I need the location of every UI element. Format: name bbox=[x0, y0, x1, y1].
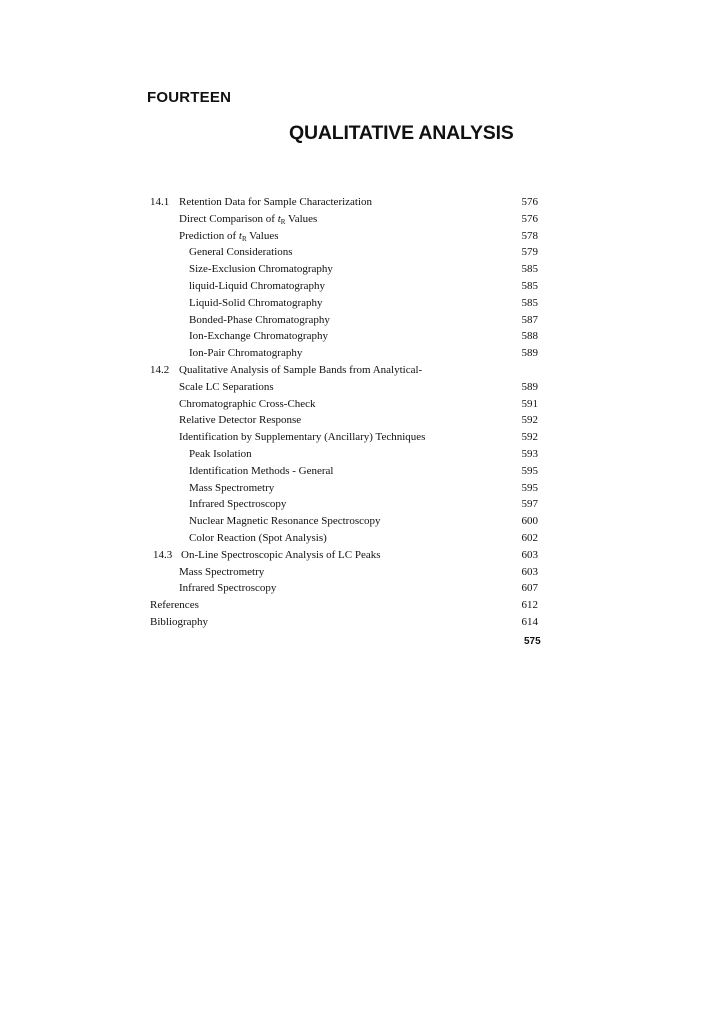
toc-entry bbox=[150, 312, 540, 329]
toc-entry bbox=[150, 244, 540, 261]
entry-page: 585 bbox=[521, 279, 538, 292]
entry-page: 579 bbox=[521, 246, 538, 259]
retention-time-symbol: $t_R$ bbox=[277, 212, 286, 226]
entry-label: Relative Detector Response bbox=[179, 414, 302, 427]
chapter-label: FOURTEEN bbox=[147, 89, 232, 106]
entry-page: 595 bbox=[521, 464, 538, 477]
entry-page: 592 bbox=[521, 431, 538, 444]
entry-page: 578 bbox=[521, 229, 538, 242]
entry-label: Nuclear Magnetic Resonance Spectroscopy bbox=[189, 515, 381, 528]
retention-time-symbol: $t_R$ bbox=[238, 229, 247, 243]
table-of-contents bbox=[150, 194, 540, 631]
toc-entry bbox=[150, 396, 540, 413]
entry-label: Mass Spectrometry bbox=[189, 481, 275, 494]
toc-entry bbox=[150, 295, 540, 312]
entry-page: 576 bbox=[521, 196, 538, 208]
entry-label: Qualitative Analysis of Sample Bands from Analytical- bbox=[179, 363, 423, 376]
toc-entry bbox=[150, 278, 540, 295]
entry-label: On-Line Spectroscopic Analysis of LC Peaks bbox=[181, 548, 381, 561]
entry-label: Bibliography bbox=[150, 615, 209, 628]
chapter-title: QUALITATIVE ANALYSIS bbox=[289, 122, 514, 144]
toc-entry bbox=[150, 530, 540, 547]
entry-page: 588 bbox=[521, 330, 538, 343]
entry-label: Chromatographic Cross-Check bbox=[179, 397, 316, 410]
section-number: 14.3 bbox=[153, 548, 173, 561]
toc-entry bbox=[150, 580, 540, 597]
entry-label: Infrared Spectroscopy bbox=[179, 582, 277, 595]
entry-label: Retention Data for Sample Characterization bbox=[179, 196, 373, 208]
toc-entry bbox=[150, 261, 540, 278]
toc-entry bbox=[150, 597, 540, 614]
toc-entry bbox=[150, 228, 540, 245]
entry-label: Peak Isolation bbox=[189, 447, 252, 460]
toc-entry bbox=[150, 614, 540, 631]
entry-label: References bbox=[150, 599, 199, 612]
entry-label: Identification Methods - General bbox=[189, 464, 334, 477]
entry-page: 603 bbox=[521, 548, 538, 561]
entry-page: 591 bbox=[521, 397, 538, 410]
entry-label: Scale LC Separations bbox=[179, 380, 274, 393]
toc-entry bbox=[150, 429, 540, 446]
entry-page: 614 bbox=[521, 615, 538, 628]
entry-page: 595 bbox=[521, 481, 538, 494]
toc-entry bbox=[150, 446, 540, 463]
toc-entry bbox=[150, 345, 540, 362]
toc-entry bbox=[150, 194, 540, 211]
entry-page: 589 bbox=[521, 347, 538, 360]
toc-entry bbox=[150, 211, 540, 228]
toc-entry bbox=[150, 463, 540, 480]
entry-label: Mass Spectrometry bbox=[179, 565, 265, 578]
entry-page: 602 bbox=[521, 531, 538, 544]
entry-page: 585 bbox=[521, 296, 538, 309]
entry-page: 597 bbox=[521, 498, 538, 511]
entry-page: 607 bbox=[521, 582, 538, 595]
entry-page: 587 bbox=[521, 313, 538, 326]
toc-entry bbox=[150, 547, 540, 564]
entry-label: Size-Exclusion Chromatography bbox=[189, 263, 333, 276]
toc-entry bbox=[150, 496, 540, 513]
entry-page: 612 bbox=[521, 599, 538, 612]
entry-label: Ion-Pair Chromatography bbox=[189, 347, 303, 360]
entry-label: liquid-Liquid Chromatography bbox=[189, 279, 325, 292]
toc-entry bbox=[150, 412, 540, 429]
entry-page: 593 bbox=[521, 447, 538, 460]
entry-label: Ion-Exchange Chromatography bbox=[189, 330, 328, 343]
entry-page: 592 bbox=[521, 414, 538, 427]
entry-page: 600 bbox=[521, 515, 538, 528]
entry-label: Prediction of $t_R$ Values bbox=[179, 229, 279, 243]
toc-entry bbox=[150, 564, 540, 581]
toc-entry bbox=[150, 362, 540, 379]
entry-label: Bonded-Phase Chromatography bbox=[189, 313, 330, 326]
toc-entry bbox=[150, 513, 540, 530]
entry-page: 585 bbox=[521, 263, 538, 276]
entry-label: Identification by Supplementary (Ancillary) Techniques bbox=[179, 431, 426, 444]
entry-label: Direct Comparison of $t_R$ Values bbox=[179, 212, 318, 226]
entry-page: 576 bbox=[521, 212, 538, 225]
entry-page: 603 bbox=[521, 565, 538, 578]
toc-entry bbox=[150, 480, 540, 497]
entry-label: Color Reaction (Spot Analysis) bbox=[189, 531, 327, 544]
entry-label: Liquid-Solid Chromatography bbox=[189, 296, 323, 309]
entry-label: Infrared Spectroscopy bbox=[189, 498, 287, 511]
page-number: 575 bbox=[524, 636, 541, 647]
toc-entry bbox=[150, 379, 540, 396]
entry-page: 589 bbox=[521, 380, 538, 393]
section-number: 14.2 bbox=[150, 363, 170, 376]
toc-entry bbox=[150, 328, 540, 345]
entry-label: General Considerations bbox=[189, 246, 293, 259]
section-number: 14.1 bbox=[150, 196, 170, 208]
